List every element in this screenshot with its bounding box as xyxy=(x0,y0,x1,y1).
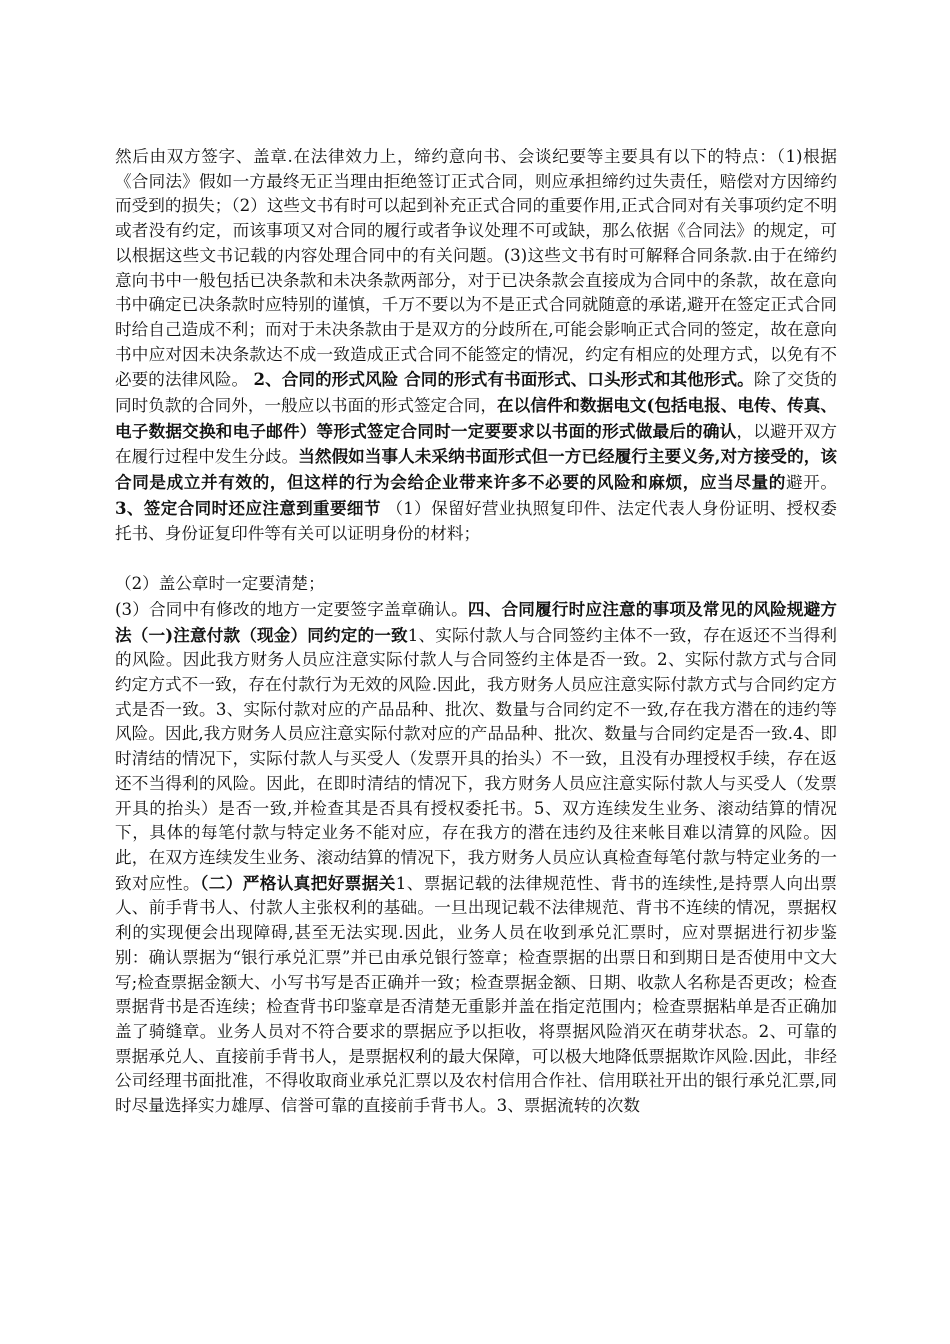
document-page xyxy=(115,145,837,1119)
bold-unwritten-contract-risk: 当然假如当事人未采纳书面形式但一方已经履行主要义务,对方接受的，该合同是成立并有效的，但这样的行为会给企业带来许多不必要的风险和麻烦，应当尽量的 xyxy=(115,446,837,493)
text-segment: 1、实际付款人与合同签约主体不一致，存在返还不当得利的风险。因此我方财务人员应注意实际付款人与合同签约主体是否一致。2、实际付款方式与合同约定方式不一致，存在付款行为无效的风险.因此，我方财务人员应注意实际付款方式与合同约定方式是否一致。3、实际付款对应的产品品种、批次、数量与合同约定不一致,存在我方潜在的违约等风险。因此,我方财务人员应注意实际付款对应的产品品种、批次、数量与合同约定是否一致.4、即时清结的情况下，实际付款人与买受人（发票开具的抬头）不一致，且没有办理授权手续，存在返还不当得利的风险。因此，在即时清结的情况下，我方财务人员应注意实际付款人与买受人（发票开具的抬头）是否一致,并检查其是否具有授权委托书。5、双方连续发生业务、滚动结算的情况下，具体的每笔付款与特定业务不能对应，存在我方的潜在违约及往来帐目难以清算的风险。因此，在双方连续发生业务、滚动结算的情况下，我方财务人员应认真检查每笔付款与特定业务的一致对应性。 xyxy=(115,625,837,893)
paragraph-seal-note xyxy=(115,572,837,597)
heading-contract-form-risk: 2、合同的形式风险 合同的形式有书面形式、口头形式和其他形式。 xyxy=(253,369,754,390)
paragraph-gap xyxy=(115,546,837,572)
text-segment: 然后由双方签字、盖章.在法律效力上，缔约意向书、会谈纪要等主要具有以下的特点：（1)根据《合同法》假如一方最终无正当理由拒绝签订正式合同，则应承担缔约过失责任，赔偿对方因缔约而受到的损失；（2）这些文书有时可以起到补充正式合同的重要作用,正式合同对有关事项约定不明或者没有约定，而该事项又对合同的履行或者争议处理不可或缺，那么依据《合同法》的规定，可以根据这些文书记载的内容处理合同中的有关问题。(3)这些文书有时可解释合同条款.由于在缔约意向书中一般包括已决条款和未决条款两部分，对于已决条款会直接成为合同中的条款，故在意向书中确定已决条款时应特别的谨慎，千万不要以为不是正式合同就随意的承诺,避开在签定正式合同时给自己造成不利；而对于未决条款由于是双方的分歧所在,可能会影响正式合同的签定，故在意向书中应对因未决条款达不成一致造成正式合同不能签定的情况，约定有相应的处理方式，以免有不必要的法律风险。 xyxy=(115,147,837,390)
heading-payment-consistency: 四、合同履行时应注意的事项及常见的风险规避方法（一)注意付款（现金）同约定的一致 xyxy=(115,598,837,645)
text-segment: 避开。 xyxy=(786,473,838,493)
text-segment: ，以避开双方在履行过程中发生分歧。 xyxy=(115,421,838,467)
bold-written-confirmation: 在以信件和数据电文(包括电报、电传、传真、电子数据交换和电子邮件）等形式签定合同时一定要要求以书面的形式做最后的确认 xyxy=(115,395,837,441)
text-segment: (3）合同中有修改的地方一定要签字盖章确认。 xyxy=(115,599,468,619)
text-segment: （1）保留好营业执照复印件、法定代表人身份证明、授权委托书、身份证复印件等有关可以证明身份的材料； xyxy=(115,498,837,543)
paragraph-performance-risks xyxy=(115,597,837,1119)
text-segment: 1、票据记载的法律规范性、背书的连续性,是持票人向出票人、前手背书人、付款人主张权利的基础。一旦出现记载不法律规范、背书不连续的情况，票据权利的实现便会出现障碍,甚至无法实现.因此，业务人员在收到承兑汇票时，应对票据进行初步鉴别：确认票据为“银行承兑汇票”并已由承兑银行签章；检查票据的出票日和到期日是否使用中文大写;检查票据金额大、小写书写是否正确并一致；检查票据金额、日期、收款人名称是否更改；检查票据背书是否连续；检查背书印鉴章是否清楚无重影并盖在指定范围内；检查票据粘单是否正确加盖了骑缝章。业务人员对不符合要求的票据应予以拒收，将票据风险消灭在萌芽状态。2、可靠的票据承兑人、直接前手背书人，是票据权利的最大保障，可以极大地降低票据欺诈风险.因此，非经公司经理书面批准，不得收取商业承兑汇票以及农村信用合作社、信用联社开出的银行承兑汇票,同时尽量选择实力雄厚、信誉可靠的直接前手背书人。3、票据流转的次数 xyxy=(115,873,837,1116)
heading-bill-control: （二）严格认真把好票据关 xyxy=(200,872,396,893)
heading-signing-details: 3、签定合同时还应注意到重要细节 xyxy=(115,497,381,518)
text-segment: （2）盖公章时一定要清楚； xyxy=(115,574,325,594)
text-segment: 除了交货的同时负款的合同外，一般应以书面的形式签定合同， xyxy=(115,370,838,416)
paragraph-contract-intent-and-form xyxy=(115,145,837,546)
